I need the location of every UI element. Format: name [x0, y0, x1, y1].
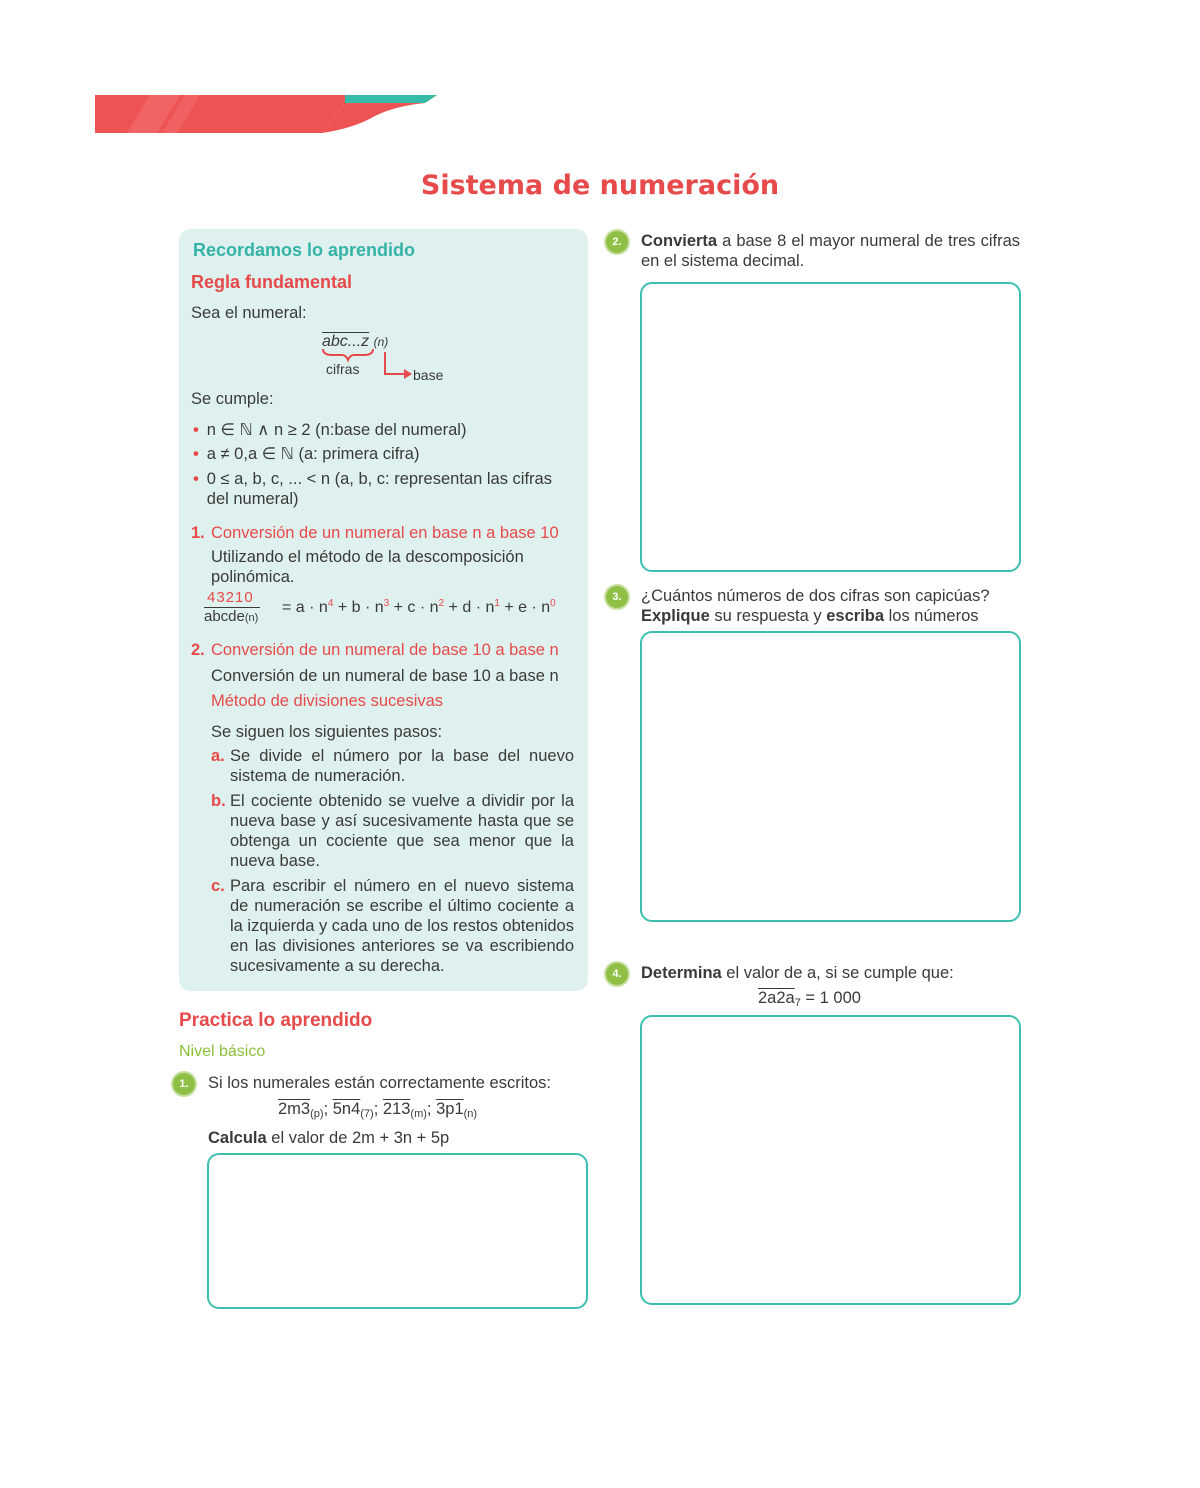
- question-number-badge: 1.: [173, 1073, 195, 1095]
- question-number-badge: 3.: [606, 586, 628, 608]
- q2-text: Convierta a base 8 el mayor numeral de tres cifras en el sistema decimal.: [641, 232, 1020, 270]
- section-1: [191, 523, 581, 587]
- numeral-abcde: abcde(n): [204, 608, 259, 625]
- se-cumple: Se cumple:: [191, 390, 274, 408]
- list-item: b. El cociente obtenido se vuelve a dividir por la nueva base y así sucesivamente hasta que se obtenga un cociente que sea menor que la nueva base.: [211, 792, 574, 870]
- page-title: Sistema de numeración: [420, 170, 780, 201]
- q1-numerals: $2m3_{(p)}$; $5n4_{(7)}$; $213_{(m)}$; $3p1_{(n)}$: [278, 1100, 478, 1120]
- section-title: Conversión de un numeral en base n a base 10: [211, 524, 559, 542]
- q1-instruction: Calcula el valor de 2m + 3n + 5p: [208, 1129, 450, 1147]
- section-text: Utilizando el método de la descomposición polinómica.: [211, 548, 524, 586]
- answer-box-q2[interactable]: [640, 282, 1021, 572]
- q4-equation: $2a2a_7 = 1$ 000: [758, 989, 861, 1009]
- list-item: • 0 ≤ a, b, c, ... < n (a, b, c: representan las cifras del numeral): [193, 470, 552, 508]
- list-item: • a ≠ 0,a ∈ ℕ (a: primera cifra): [193, 445, 420, 463]
- recall-heading: Recordamos lo aprendido: [193, 240, 416, 260]
- sea-el-numeral: Sea el numeral:: [191, 304, 307, 322]
- answer-box-q1[interactable]: [207, 1153, 588, 1309]
- q4-text: Determina el valor de a, si se cumple que:: [641, 964, 954, 982]
- list-item: a. Se divide el número por la base del nuevo sistema de numeración.: [211, 747, 574, 785]
- section-number: 2.: [191, 641, 205, 659]
- rule-title: Regla fundamental: [191, 272, 353, 292]
- list-item: c. Para escribir el número en el nuevo sistema de numeración se escribe el último cociente a la izquierda y cada uno de los restos obtenidos en las divisiones anteriores se va escribiendo sucesivamente a su derecha.: [211, 877, 574, 975]
- cifras-label: cifras: [326, 361, 360, 377]
- practice-heading: Practica lo aprendido: [179, 1010, 373, 1031]
- bullet-icon: •: [193, 470, 199, 488]
- polynomial-formula: = $a \cdot n^4 + b \cdot n^3 + c \cdot n^2 + d \cdot n^1 + e \cdot n^0$: [282, 598, 556, 616]
- answer-box-q4[interactable]: [640, 1015, 1021, 1305]
- exponent-digits: 43210: [207, 589, 254, 606]
- answer-box-q3[interactable]: [640, 631, 1021, 922]
- bullet-icon: •: [193, 445, 199, 463]
- steps-list: [211, 746, 574, 976]
- numeral-abc: abc...z: [322, 333, 370, 350]
- base-label: base: [413, 367, 444, 383]
- question-number-badge: 4.: [606, 963, 628, 985]
- header-banner: [0, 0, 1200, 140]
- section-subtitle: Conversión de un numeral de base 10 a base n: [211, 667, 559, 685]
- numeral-base-sub: (n): [373, 335, 389, 349]
- question-number-badge: 2.: [606, 231, 628, 253]
- method-title: Método de divisiones sucesivas: [211, 692, 444, 710]
- bullet-list: [193, 420, 578, 509]
- steps-intro: Se siguen los siguientes pasos:: [211, 723, 443, 741]
- section-title: Conversión de un numeral de base 10 a base n: [211, 641, 559, 659]
- bullet-icon: •: [193, 421, 199, 439]
- list-item: • n ∈ ℕ ∧ n ≥ 2 (n:base del numeral): [193, 421, 467, 439]
- q1-text: Si los numerales están correctamente escritos:: [208, 1074, 551, 1092]
- section-2: [191, 640, 581, 742]
- section-number: 1.: [191, 524, 205, 542]
- level-label: Nivel básico: [179, 1043, 266, 1060]
- q3-text: ¿Cuántos números de dos cifras son capicúas? Explique su respuesta y escriba los números: [641, 587, 990, 625]
